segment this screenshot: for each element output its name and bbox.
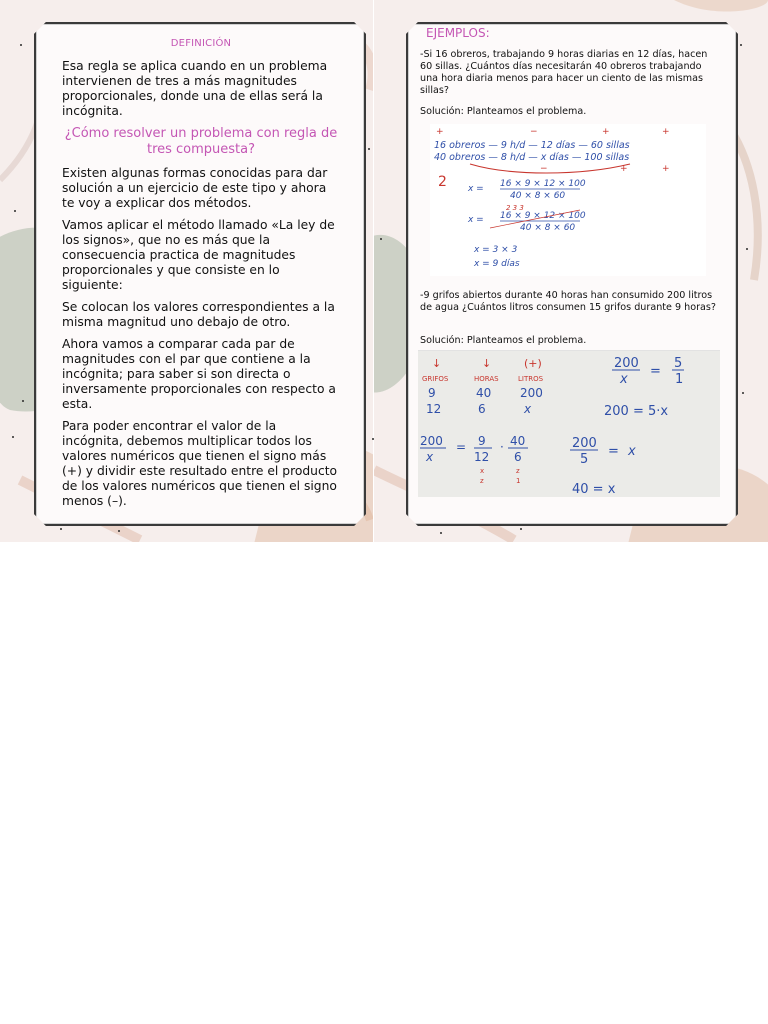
example2-text: -9 grifos abiertos durante 40 horas han consumido 200 litros de agua ¿Cuántos litros consumen 15 grifos durante 9 horas?: [420, 290, 717, 313]
fraction-numerator: 5: [674, 356, 683, 371]
table-cell: 200: [520, 386, 543, 400]
example1-solution-photo: [430, 124, 706, 276]
sign-mark: ↓: [432, 357, 442, 370]
sign-mark: +: [620, 164, 628, 174]
column-header: GRIFOS: [422, 375, 449, 383]
fraction-numerator: 9: [478, 434, 486, 448]
paragraph: Se colocan los valores correspondientes a la misma magnitud uno debajo de otro.: [62, 300, 335, 329]
fraction-numerator: 40: [510, 434, 526, 448]
svg-text:z: z: [480, 477, 484, 485]
solution1-label: Solución: Planteamos el problema.: [420, 106, 587, 117]
example2-solution-photo: [418, 350, 720, 497]
equation-rhs: x: [628, 444, 636, 459]
sign-mark: ↓: [482, 357, 492, 370]
equation-lhs: x =: [468, 215, 484, 225]
sign-mark: +: [662, 164, 670, 174]
sign-mark: −: [540, 164, 548, 174]
sign-mark: +: [602, 127, 610, 137]
fraction-numerator: 200: [572, 436, 597, 451]
fraction-numerator: 200: [420, 434, 443, 448]
equation-lhs: x =: [468, 184, 484, 194]
example1-text: -Si 16 obreros, trabajando 9 horas diarias en 12 días, hacen 60 sillas. ¿Cuántos días necesitarán 40 obreros trabajando una hora diaria menos para hacer un ciento de las mismas sillas?: [420, 49, 708, 96]
paragraph: Vamos aplicar el método llamado «La ley de los signos», que no es más que la consecuencia practica de magnitudes proporcionales y que consiste en lo siguiente:: [62, 218, 335, 292]
step-number: 2: [438, 174, 447, 190]
intro-paragraph: Esa regla se aplica cuando en un problema intervienen de tres a más magnitudes proporcionales, donde una de ellas será la incógnita.: [62, 59, 328, 118]
definition-heading: DEFINICIÓN: [170, 38, 232, 49]
left-content: [62, 34, 340, 516]
fraction-denominator: x: [426, 450, 434, 464]
cancel-marks: 2 3 3: [506, 204, 524, 212]
final-answer: 40 = x: [572, 482, 616, 497]
sign-mark: −: [530, 127, 538, 137]
method-question-heading: ¿Cómo resolver un problema con regla de tres compuesta?: [64, 126, 338, 157]
paragraph: Para poder encontrar el valor de la incógnita, debemos multiplicar todos los valores numéricos que tienen el signo más (+) y dividir este resultado entre el producto de los valores numéricos que tienen el signo menos (–).: [62, 419, 338, 508]
column-header: HORAS: [474, 375, 499, 383]
equals-sign: =: [608, 444, 619, 459]
fraction-numerator: 200: [614, 356, 639, 371]
fraction-denominator: 5: [580, 452, 589, 467]
svg-text:z: z: [516, 467, 520, 475]
solution2-label: Solución: Planteamos el problema.: [420, 335, 587, 346]
table-cell: 6: [478, 402, 486, 416]
examples-heading: EJEMPLOS:: [426, 26, 490, 40]
final-answer: x = 9 días: [474, 259, 520, 269]
fraction-denominator: 6: [514, 450, 522, 464]
column-header: LITROS: [518, 375, 544, 383]
svg-text:1: 1: [516, 477, 521, 485]
proportion-line-1: 16 obreros — 9 h/d — 12 días — 60 sillas: [434, 140, 630, 151]
sign-mark: +: [662, 127, 670, 137]
paragraph: Ahora vamos a comparar cada par de magnitudes con el par que contiene a la incógnita; para saber si son directa o inversamente proporcionales con respecto a esta.: [62, 337, 336, 411]
fraction-denominator: x: [620, 372, 628, 387]
left-page: [0, 0, 373, 542]
table-cell: 9: [428, 386, 436, 400]
paragraph: Existen algunas formas conocidas para dar solución a un ejercicio de este tipo y ahora te voy a explicar dos métodos.: [62, 166, 328, 210]
result-step: x = 3 × 3: [474, 245, 518, 255]
fraction-denominator: 12: [474, 450, 490, 464]
equation-denominator: 40 × 8 × 60: [520, 223, 576, 233]
equals-sign: =: [650, 364, 661, 379]
multiply-dot: ·: [500, 440, 504, 454]
table-cell: 40: [476, 386, 492, 400]
equation-denominator: 40 × 8 × 60: [510, 191, 566, 201]
table-cell: x: [524, 402, 532, 416]
equation-numerator: 16 × 9 × 12 × 100: [500, 211, 586, 221]
sign-mark: +: [436, 127, 444, 137]
equals-sign: =: [456, 440, 467, 454]
sign-mark: (+): [524, 357, 542, 370]
proportion-line-2: 40 obreros — 8 h/d — x días — 100 sillas: [434, 152, 630, 163]
table-cell: 12: [426, 402, 442, 416]
svg-text:x: x: [480, 467, 485, 475]
equation-numerator: 16 × 9 × 12 × 100: [500, 179, 586, 189]
equation-step: 200 = 5·x: [604, 404, 669, 419]
fraction-denominator: 1: [675, 372, 684, 387]
